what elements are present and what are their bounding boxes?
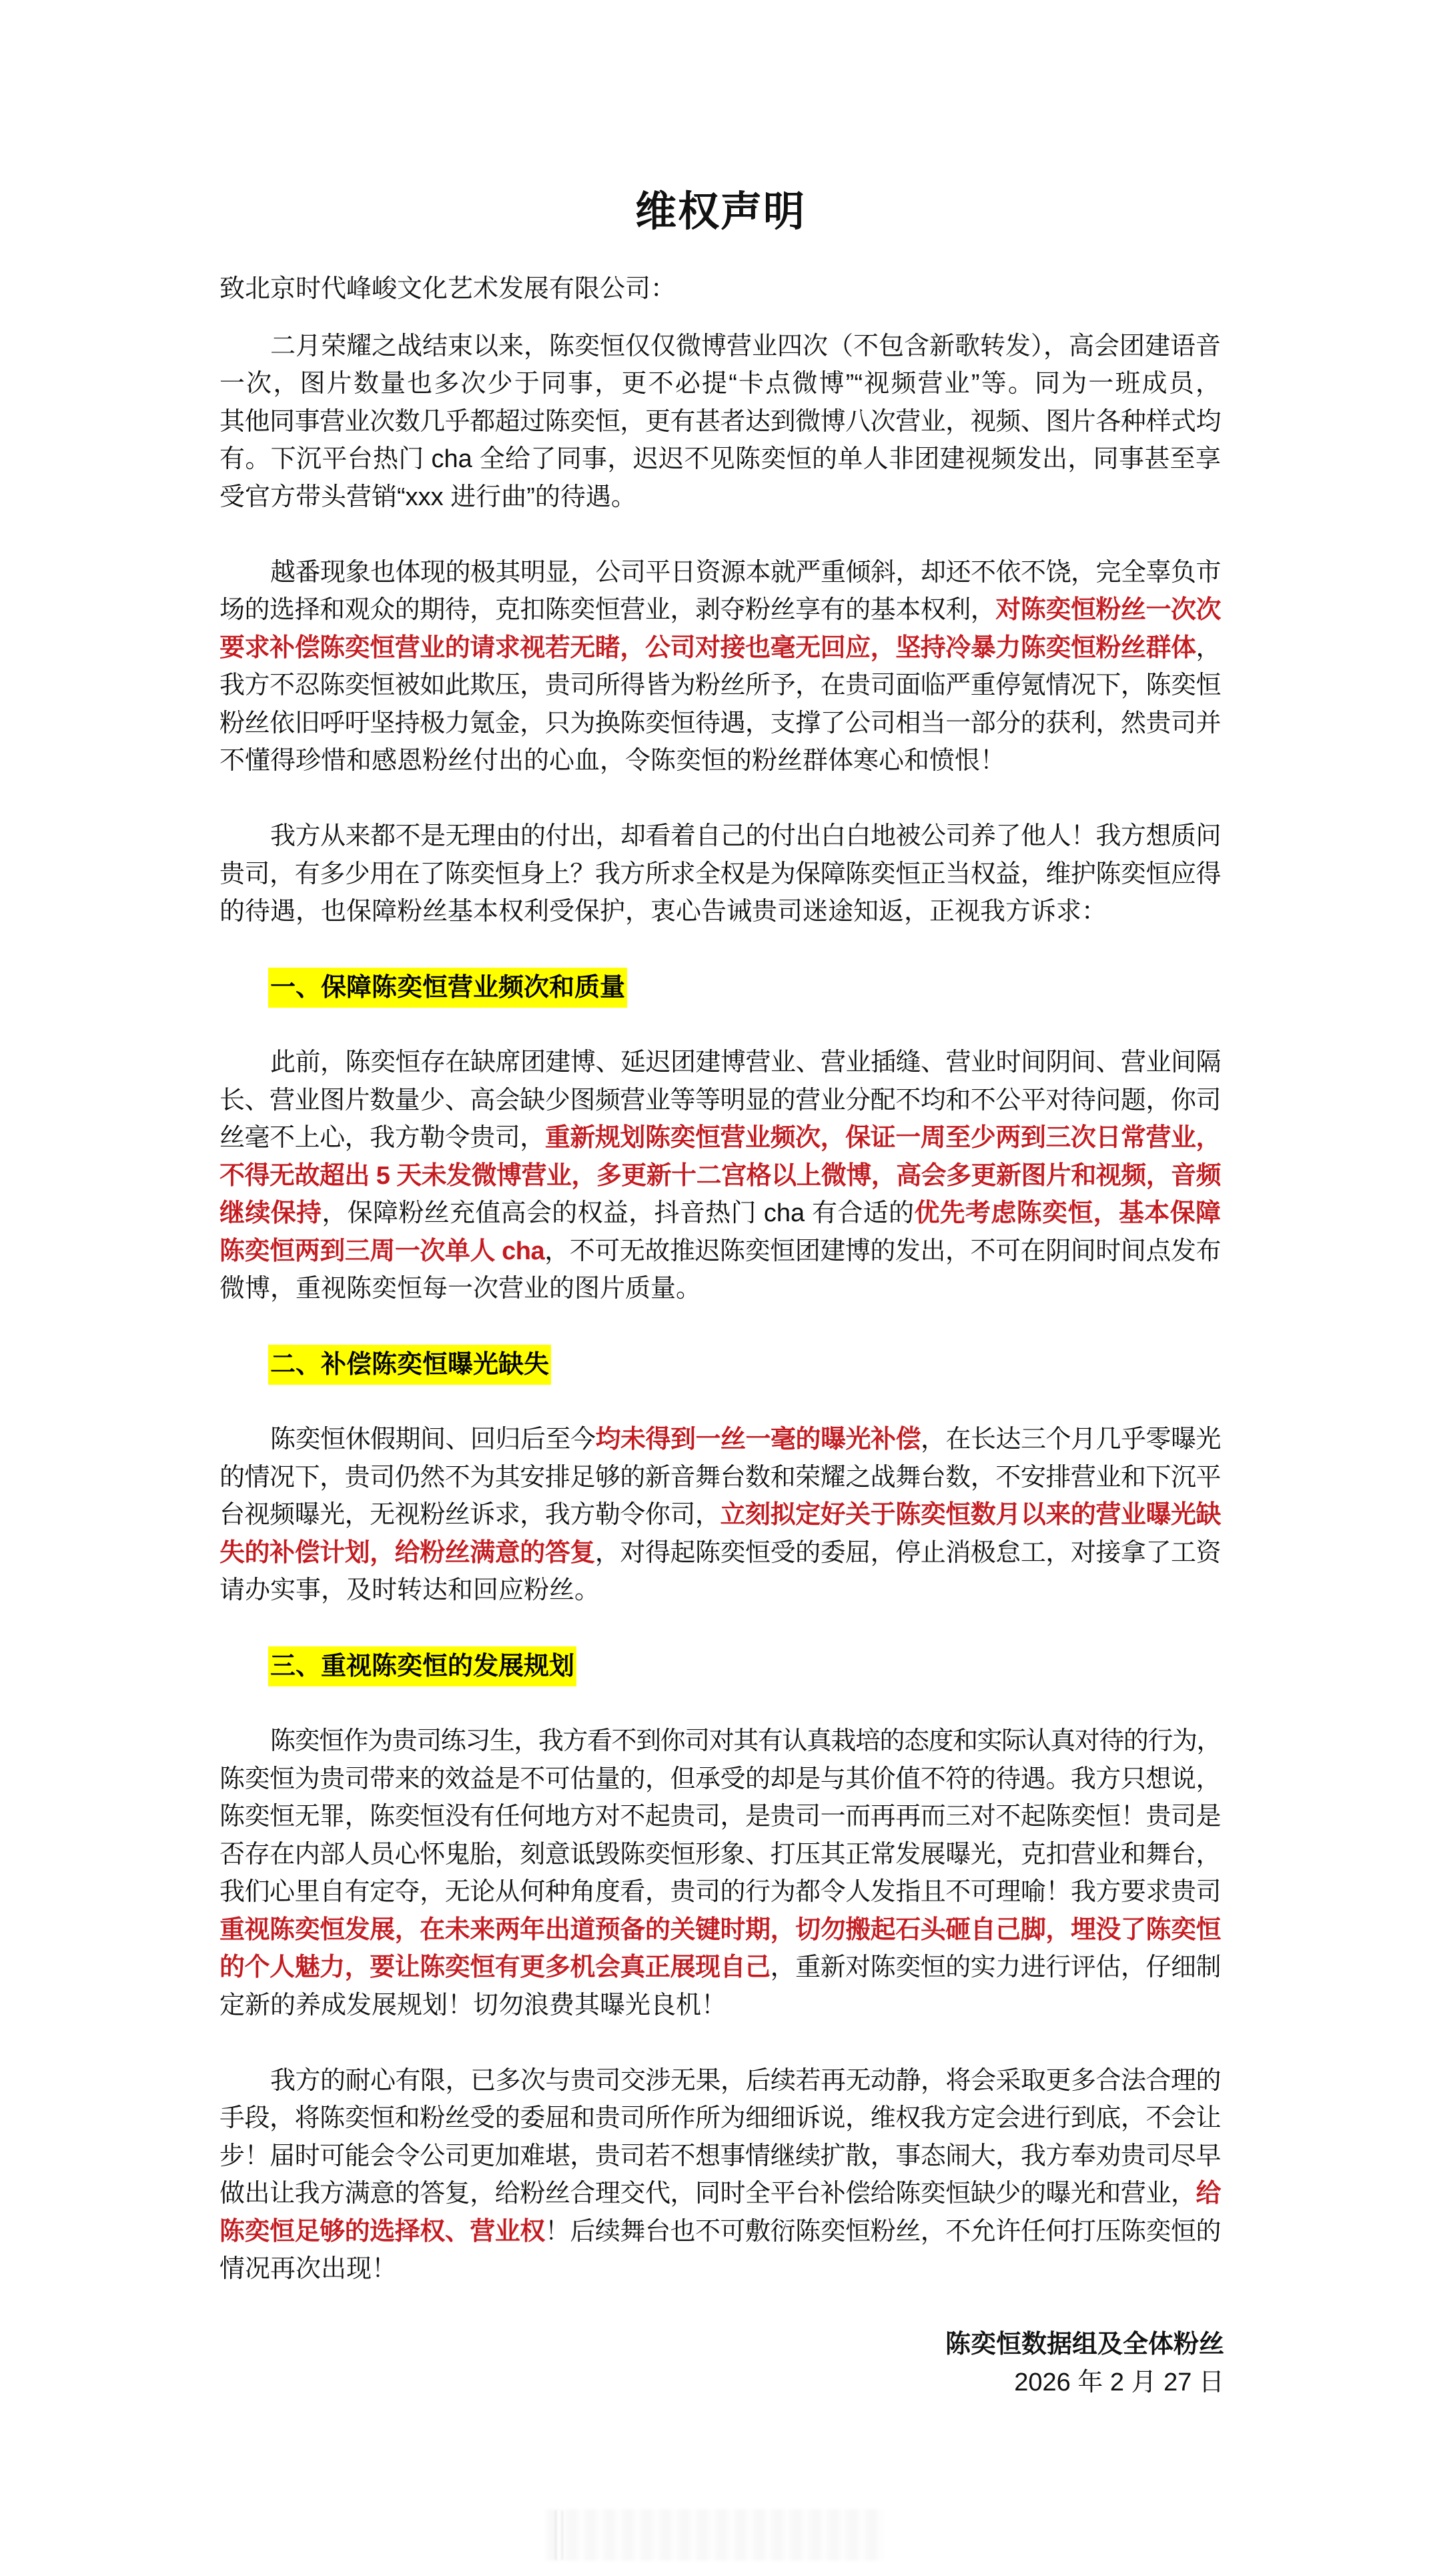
paragraph-spacer (219, 1610, 1221, 1648)
body-text: 此前，陈奕恒存在缺席团建博、延迟团建博营业、营业插缝、营业时间阴间、营业间隔 (270, 1048, 1221, 1077)
blurred-watermark (546, 2509, 883, 2561)
emphasis-text: 陈奕恒两到三周一次单人 cha (219, 1237, 545, 1265)
body-text: 定新的养成发展规划！切勿浪费其曝光良机！ (219, 1991, 727, 2019)
paragraph-line (219, 328, 1221, 366)
paragraph-line (219, 1987, 1221, 2025)
body-text: ，在长达三个月几乎零曝光 (921, 1425, 1221, 1454)
body-text: 其他同事营业次数几乎都超过陈奕恒，更有甚者达到微博八次营业，视频、图片各种样式均 (219, 407, 1221, 436)
paragraph-line (219, 629, 1221, 667)
emphasis-text: 给 (1195, 2180, 1221, 2208)
paragraph-line (219, 818, 1221, 856)
body-text: 丝毫不上心，我方勒令贵司， (219, 1124, 545, 1153)
body-text: 的待遇，也保障粉丝基本权利受保护，衷心告诫贵司迷途知返，正视我方诉求： (219, 898, 1107, 926)
paragraph-line (219, 893, 1221, 931)
body-text: 我方不忍陈奕恒被如此欺压，贵司所得皆为粉丝所予，在贵司面临严重停氪情况下，陈奕恒 (219, 671, 1221, 700)
paragraph-line (219, 1572, 1221, 1610)
section-heading-3: 三、重视陈奕恒的发展规划 (268, 1646, 576, 1686)
paragraph-line (219, 1496, 1221, 1534)
paragraph-line (219, 1873, 1221, 1911)
emphasis-text: 要求补偿陈奕恒营业的请求视若无睹，公司对接也毫无回应，坚持冷暴力陈奕恒粉丝群体 (219, 633, 1196, 662)
paragraph-line (219, 440, 1221, 478)
paragraph-2 (219, 554, 1221, 780)
body-text: ，对得起陈奕恒受的委屈，停止消极怠工，对接拿了工资 (594, 1538, 1221, 1567)
paragraph-line (219, 667, 1221, 705)
body-text: 台视频曝光，无视粉丝诉求，我方勒令你司， (219, 1501, 720, 1530)
body-text: 贵司，有多少用在了陈奕恒身上？我方所求全权是为保障陈奕恒正当权益，维护陈奕恒应得 (219, 860, 1221, 888)
paragraph-line (219, 742, 1221, 780)
paragraph-line (219, 1233, 1221, 1271)
paragraph-line (219, 1722, 1221, 1760)
body-text: 的情况下，贵司仍然不为其安排足够的新音舞台数和荣耀之战舞台数，不安排营业和下沉平 (219, 1463, 1221, 1492)
emphasis-text: 继续保持 (219, 1199, 322, 1228)
document-body (219, 328, 1224, 2402)
paragraph-spacer (219, 1685, 1221, 1723)
body-text: 陈奕恒无罪，陈奕恒没有任何地方对不起贵司，是贵司一而再再而三对不起陈奕恒！贵司是 (219, 1803, 1221, 1831)
body-text: ， (1195, 633, 1221, 662)
body-text: ，不可无故推迟陈奕恒团建博的发出，不可在阴间时间点发布 (544, 1237, 1221, 1265)
body-text: 请办实事，及时转达和回应粉丝。 (219, 1576, 600, 1605)
body-text: 手段，将陈奕恒和粉丝受的委屈和贵司所作所为细细诉说，维权我方定会进行到底，不会让 (219, 2104, 1221, 2133)
paragraph-line (219, 1119, 1221, 1157)
paragraph-line (219, 2138, 1221, 2176)
paragraph-line (219, 1949, 1221, 1987)
paragraph-line (219, 554, 1221, 592)
paragraph-spacer (219, 1383, 1221, 1421)
emphasis-text: 立刻拟定好关于陈奕恒数月以来的营业曝光缺 (720, 1501, 1221, 1530)
body-text: 情况再次出现！ (219, 2255, 398, 2284)
body-text: 做出让我方满意的答复，给粉丝合理交代，同时全平台补偿给陈奕恒缺少的曝光和营业， (219, 2180, 1196, 2208)
body-text: 越番现象也体现的极其明显，公司平日资源本就严重倾斜，却还不依不饶，完全辜负市 (270, 558, 1221, 587)
body-text: 场的选择和观众的期待，克扣陈奕恒营业，剥夺粉丝享有的基本权利， (219, 596, 996, 625)
paragraph-line (219, 1798, 1221, 1836)
document-title: 维权声明 (634, 189, 806, 235)
paragraph-line (219, 1044, 1221, 1082)
paragraph-line (219, 591, 1221, 629)
section-heading-row-3 (219, 1647, 1221, 1685)
paragraph-line (219, 2062, 1221, 2100)
emphasis-text: 重视陈奕恒发展，在未来两年出道预备的关键时期，切勿搬起石头砸自己脚，埋没了陈奕恒 (219, 1915, 1221, 1944)
paragraph-line (219, 2100, 1221, 2138)
body-text: 否存在内部人员心怀鬼胎，刻意诋毁陈奕恒形象、打压其正常发展曝光，克扣营业和舞台， (219, 1840, 1221, 1869)
paragraph-4 (219, 1044, 1221, 1308)
paragraph-line (219, 1157, 1221, 1195)
body-text: ，重新对陈奕恒的实力进行评估，仔细制 (770, 1953, 1221, 1982)
emphasis-text: 对陈奕恒粉丝一次次 (995, 596, 1221, 625)
paragraph-line (219, 1836, 1221, 1874)
signature-date: 2026 年 2 月 27 日 (1014, 2368, 1224, 2396)
paragraph-spacer (219, 1308, 1221, 1346)
emphasis-text: 的个人魅力，要让陈奕恒有更多机会真正展现自己 (219, 1953, 771, 1982)
paragraph-line (219, 1082, 1221, 1120)
paragraph-line (219, 1534, 1221, 1572)
body-text: 有。下沉平台热门 cha 全给了同事，迟迟不见陈奕恒的单人非团建视频发出，同事甚至享 (219, 445, 1221, 474)
paragraph-spacer (219, 1006, 1221, 1044)
body-text: 粉丝依旧呼吁坚持极力氪金，只为换陈奕恒待遇，支撑了公司相当一部分的获利，然贵司并 (219, 709, 1221, 737)
body-text: 我方的耐心有限，已多次与贵司交涉无果，后续若再无动静，将会采取更多合法合理的 (270, 2066, 1221, 2095)
paragraph-line (219, 403, 1221, 441)
body-text: 长、营业图片数量少、高会缺少图频营业等等明显的营业分配不均和不公平对待问题，你司 (219, 1086, 1221, 1114)
body-text: 不懂得珍惜和感恩粉丝付出的心血，令陈奕恒的粉丝群体寒心和愤恨！ (219, 747, 1006, 775)
paragraph-5 (219, 1421, 1221, 1610)
paragraph-line (219, 1459, 1221, 1497)
paragraph-line (219, 2175, 1221, 2213)
body-text: 我们心里自有定夺，无论从何种角度看，贵司的行为都令人发指且不可理喻！我方要求贵司 (219, 1878, 1221, 1907)
section-heading-1: 一、保障陈奕恒营业频次和质量 (268, 968, 627, 1008)
salutation-line: 致北京时代峰峻文化艺术发展有限公司： (219, 275, 676, 303)
paragraph-spacer (219, 516, 1221, 554)
paragraph-spacer (219, 2024, 1221, 2062)
body-text: 微博，重视陈奕恒每一次营业的图片质量。 (219, 1275, 702, 1303)
emphasis-text: 均未得到一丝一毫的曝光补偿 (595, 1425, 921, 1454)
body-text: 受官方带头营销“xxx 进行曲”的待遇。 (219, 482, 636, 511)
paragraph-line (219, 1760, 1221, 1799)
emphasis-text: 失的补偿计划，给粉丝满意的答复 (219, 1538, 595, 1567)
body-text: 陈奕恒为贵司带来的效益是不可估量的，但承受的却是与其价值不符的待遇。我方只想说， (219, 1764, 1221, 1793)
paragraph-spacer (219, 931, 1221, 969)
body-text: 陈奕恒休假期间、回归后至今 (270, 1425, 596, 1454)
paragraph-spacer (219, 780, 1221, 818)
paragraph-line (219, 1195, 1221, 1233)
body-text: 二月荣耀之战结束以来，陈奕恒仅仅微博营业四次（不包含新歌转发），高会团建语音 (270, 332, 1221, 360)
body-text: 一次，图片数量也多次少于同事，更不必提“卡点微博”“视频营业”等。同为一班成员， (219, 370, 1221, 398)
body-text: 陈奕恒作为贵司练习生，我方看不到你司对其有认真栽培的态度和实际认真对待的行为， (270, 1727, 1221, 1756)
watermark-stripe (555, 2511, 563, 2560)
paragraph-line (219, 1911, 1221, 1949)
emphasis-text: 陈奕恒足够的选择权、营业权 (219, 2217, 545, 2246)
paragraph-line (219, 478, 1221, 517)
paragraph-line (219, 2213, 1221, 2251)
section-heading-2: 二、补偿陈奕恒曝光缺失 (268, 1345, 551, 1385)
section-heading-row-2 (219, 1345, 1221, 1383)
paragraph-line (219, 365, 1221, 403)
body-text: ，保障粉丝充值高会的权益，抖音热门 cha 有合适的 (322, 1199, 915, 1228)
paragraph-line (219, 705, 1221, 743)
signature-author: 陈奕恒数据组及全体粉丝 (945, 2330, 1224, 2359)
body-text: 步！届时可能会令公司更加难堪，贵司若不想事情继续扩散，事态闹大，我方奉劝贵司尽早 (219, 2142, 1221, 2170)
paragraph-7 (219, 2062, 1221, 2288)
body-text: ！后续舞台也不可敷衍陈奕恒粉丝，不允许任何打压陈奕恒的 (544, 2217, 1221, 2246)
paragraph-line (219, 1421, 1221, 1459)
paragraph-1 (219, 328, 1221, 517)
body-text: 我方从来都不是无理由的付出，却看着自己的付出白白地被公司养了他人！我方想质问 (270, 822, 1221, 851)
paragraph-3 (219, 818, 1221, 931)
section-heading-row-1 (219, 968, 1221, 1006)
paragraph-6 (219, 1722, 1221, 2024)
paragraph-line (219, 1270, 1221, 1308)
paragraph-spacer (219, 2288, 1221, 2326)
emphasis-text: 优先考虑陈奕恒，基本保障 (914, 1199, 1221, 1228)
paragraph-line (219, 2250, 1221, 2288)
emphasis-text: 不得无故超出 5 天未发微博营业，多更新十二宫格以上微博，高会多更新图片和视频，音频 (219, 1161, 1221, 1190)
paragraph-line (219, 856, 1221, 894)
emphasis-text: 重新规划陈奕恒营业频次，保证一周至少两到三次日常营业， (544, 1124, 1221, 1153)
